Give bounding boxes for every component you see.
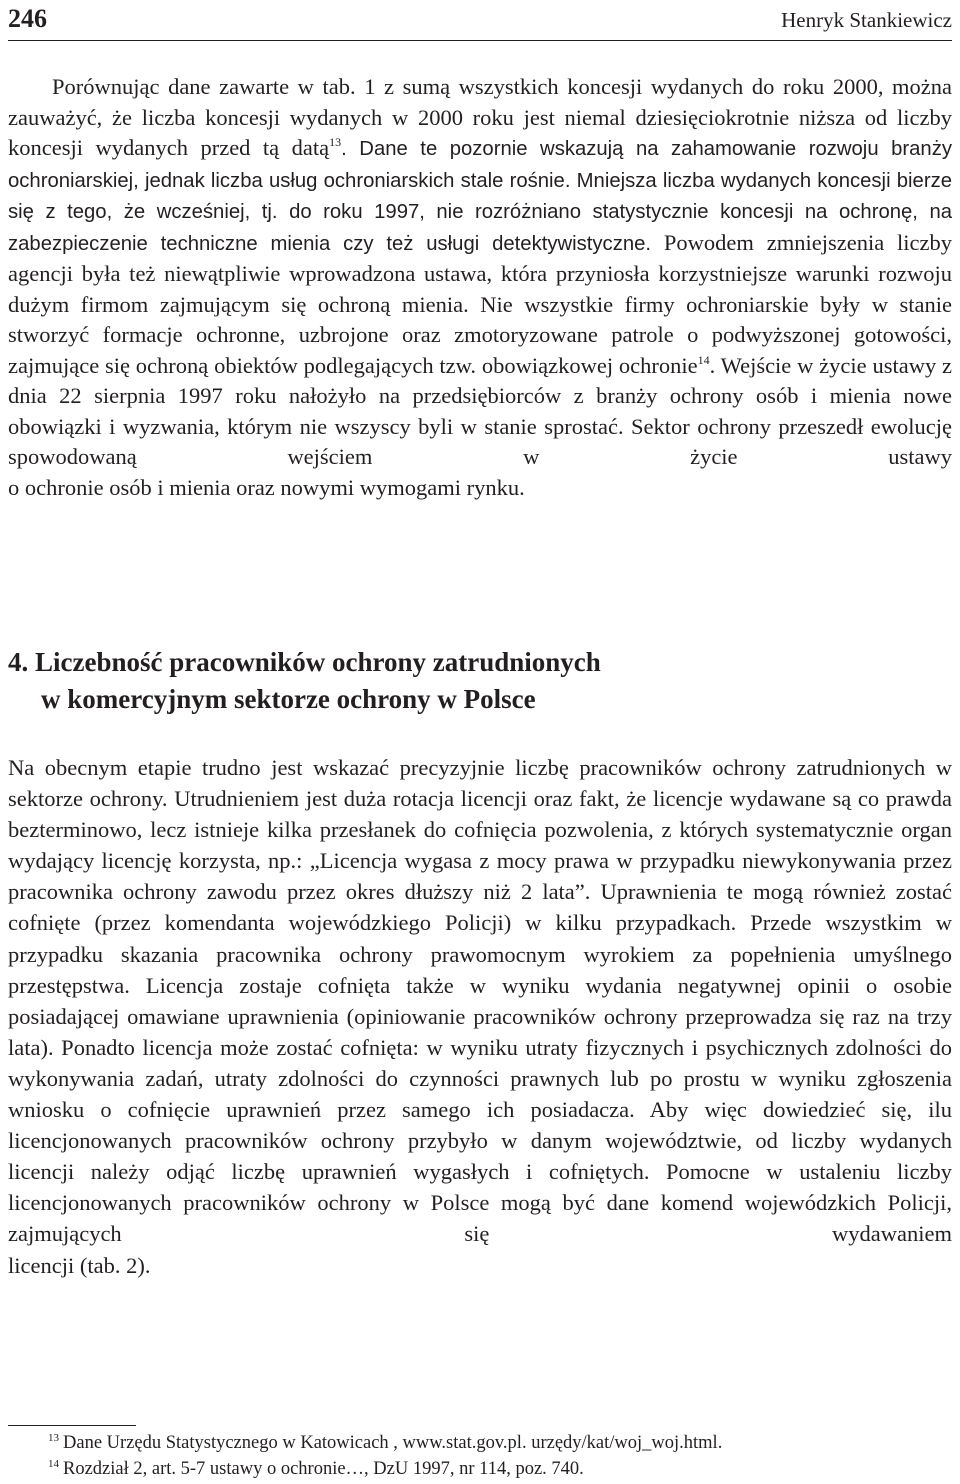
- footnote-13: [48, 1432, 722, 1454]
- footnote-text: Rozdział 2, art. 5-7 ustawy o ochronie…, DzU 1997, nr 114, poz. 740.: [63, 1459, 584, 1479]
- footnote-number: 13: [48, 1432, 59, 1444]
- paragraph-2-text: Na obecnym etapie trudno jest wskazać precyzyjnie liczbę pracowników ochrony zatrudnionych w sektorze ochrony. Utrudnieniem jest duża rotacja licencji oraz fakt, że licencje wydawane są co prawda bezterminowo, lecz istnieje kilka przesłanek do cofnięcia pozwolenia, z których systematycznie organ wydający licencję korzysta, np.: „Licencja wygasa z mocy prawa w przypadku niewykonywania przez pracownika ochrony zawodu przez okres dłuższy niż 2 lata”. Uprawnienia te mogą również zostać cofnięte (przez komendanta wojewódzkiego Policji) w kilku przypadkach. Przede wszystkim w przypadku skazania pracownika ochrony prawomocnym wyrokiem za popełnienia umyślnego przestępstwa. Licencja zostaje cofnięta także w wyniku wydania negatywnej opinii o osobie posiadającej omawiane uprawnienia (opiniowanie pracowników ochrony przeprowadza się raz na trzy lata). Ponadto licencja może zostać cofnięta: w wyniku utraty fizycznych i psychicznych zdolności do wykonywania zadań, utraty zdolności do czynności prawnych lub po prostu w wyniku zgłoszenia wniosku o cofnięcie uprawnień przez samego ich posiadacza. Aby więc dowiedzieć się, ilu licencjonowanych pracowników ochrony przybyło w danym województwie, od liczby wydanych licencji należy odjąć liczbę uprawnień wygasłych i cofniętych. Pomocne w ustaleniu liczby licencjonowanych pracowników ochrony w Polsce mogą być dane komend wojewódzkich Policji, zajmujących się wydawaniem: [8, 755, 952, 1247]
- running-head-author: Henryk Stankiewicz: [781, 8, 952, 32]
- paragraph-1-text: Powodem zmniejszenia liczby agencji była też niewątpliwie wprowadzona ustawa, która przyniosła korzystniejsze warunki rozwoju dużym firmom zajmującym się ochroną mienia. Nie wszystkie firmy ochroniarskie były w stanie stworzyć formacje ochronne, uzbrojone oraz zmotoryzowane patrole o podwyższonej gotowości, zajmujące się ochroną obiektów podlegających tzw. obowiązkowej ochronie: [8, 229, 952, 378]
- paragraph-2-last-line: licencji (tab. 2).: [8, 1252, 151, 1278]
- section-heading-line-2: w komercyjnym sektorze ochrony w Polsce: [41, 684, 536, 714]
- footnote-14: [48, 1458, 584, 1480]
- page-number: 246: [8, 4, 47, 33]
- footnote-number: 14: [48, 1458, 59, 1470]
- paragraph-1-last-line: o ochronie osób i mienia oraz nowymi wymogami rynku.: [8, 474, 525, 500]
- paragraph-1-text: roku 2000, można zauważyć, że liczba koncesji wydanych w 2000 roku jest niemal dziesięciokrotnie niższa od liczby koncesji wydanych przed tą datą: [8, 74, 953, 160]
- paragraph-1-text: . Wejście w życie ustawy z dnia 22 sierpnia 1997 roku nałożyło na przedsiębiorców z branży ochrony osób i mienia nowe obowiązki i wyzwania, którym nie wszyscy byli w stanie sprostać. Sektor ochrony przeszedł ewolucję spowodowaną wejściem w życie ustawy: [8, 352, 952, 469]
- footnote-ref-13: 13: [329, 135, 342, 149]
- paragraph-1-text-sans: . Dane te pozornie wskazują na zahamowanie rozwoju branży ochroniarskiej, jednak liczba usług ochroniarskich stale rośnie. Mniejsza liczba wydanych koncesji bierze się z tego, że wcześniej, tj. do roku 1997, nie rozróżniano statystycznie koncesji na ochronę, na zabezpieczenie techniczne mienia czy też usługi detektywistyczne.: [8, 138, 952, 255]
- section-heading: [8, 644, 952, 718]
- paragraph-2: [8, 752, 952, 1281]
- footnote-separator: [8, 1425, 136, 1426]
- paragraph-1-first-line: Porównując dane zawarte w tab. 1 z sumą wszystkich koncesji wydanych do: [52, 74, 775, 99]
- paragraph-1: [8, 72, 952, 503]
- footnote-ref-14: 14: [697, 352, 710, 367]
- footnote-text: Dane Urzędu Statystycznego w Katowicach , www.stat.gov.pl. urzędy/kat/woj_woj.html.: [63, 1433, 723, 1453]
- page-header: [8, 0, 952, 41]
- section-heading-line-1: 4. Liczebność pracowników ochrony zatrudnionych: [8, 647, 601, 677]
